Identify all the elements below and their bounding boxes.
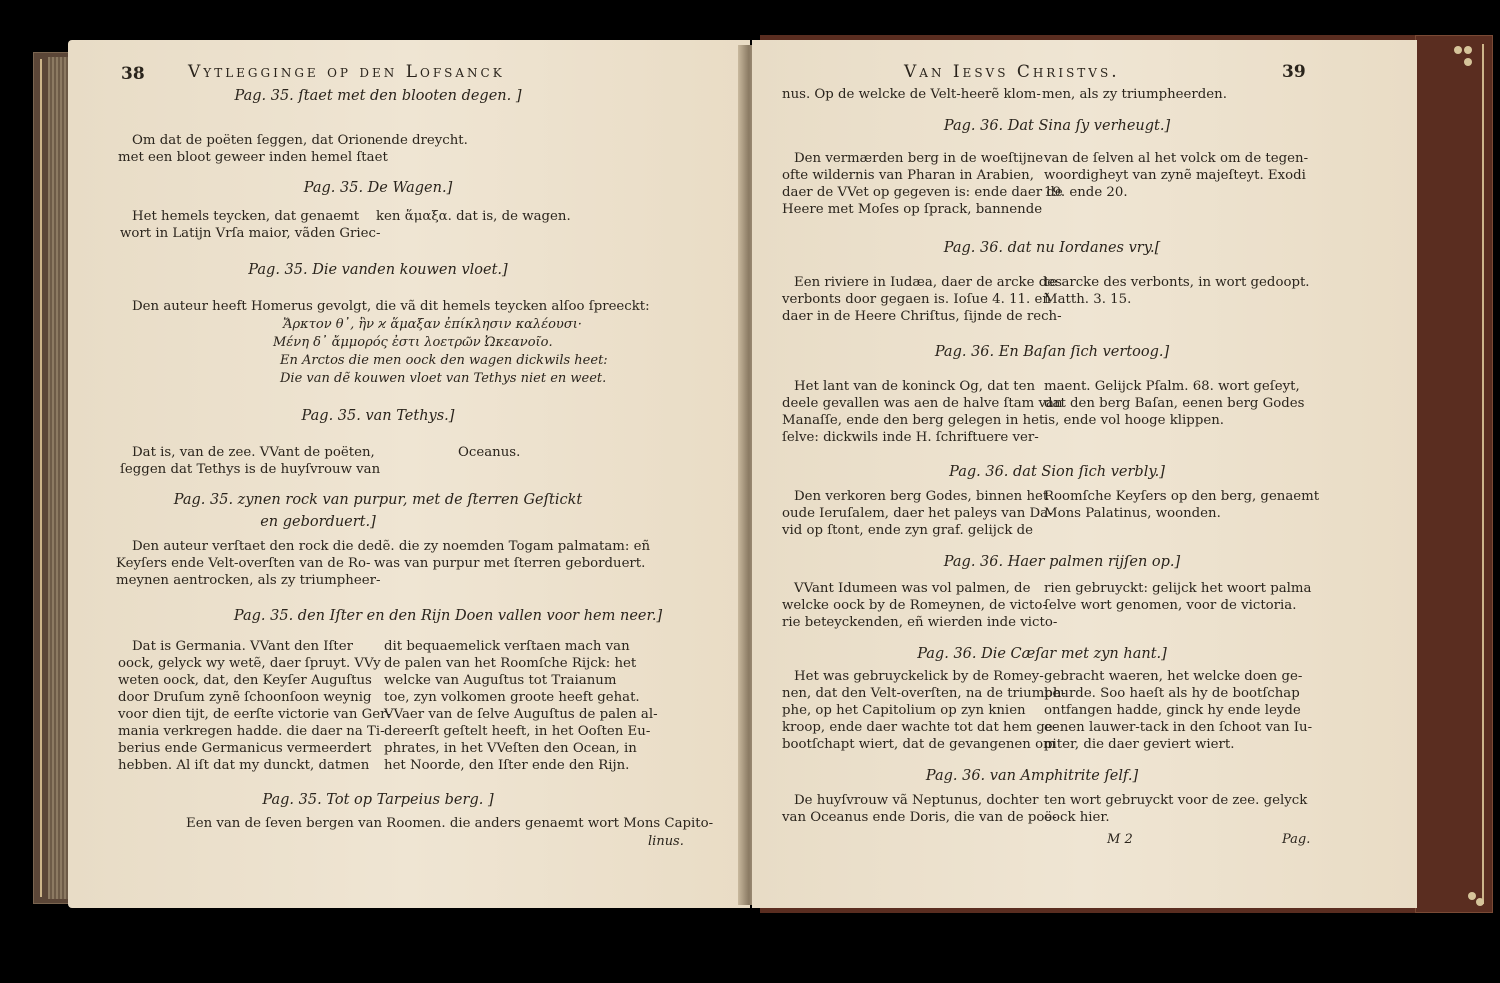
text-line: is, ende vol hooge klippen. — [1044, 413, 1224, 428]
text-line: Keyſers ende Velt-overſten van de Ro- — [116, 556, 371, 571]
text-column — [782, 792, 1057, 826]
text-line: Oceanus. — [458, 445, 521, 460]
text-line: dit bequaemelick verſtaen mach van — [384, 639, 630, 654]
section-heading: Pag. 35. Die vanden kouwen vloet.] — [248, 262, 508, 278]
text-column — [458, 444, 520, 461]
text-column — [374, 538, 650, 572]
signature-mark: M 2 — [1107, 832, 1133, 847]
text-line: Een van de ſeven bergen van Roomen. die anders genaemt wort Mons Capito- — [186, 816, 714, 831]
text-column — [1044, 274, 1310, 308]
text-column — [782, 274, 1062, 325]
text-line: VVant Idumeen was vol palmen, de — [794, 581, 1031, 596]
right-page — [752, 40, 1417, 908]
page-number: 38 — [121, 64, 145, 84]
text-line: van de ſelven al het volck om de tegen- — [1044, 151, 1309, 166]
text-line: ſelve: dickwils inde H. ſchriftuere ver- — [782, 430, 1039, 445]
text-line: welcke oock by de Romeynen, de victo- — [782, 598, 1047, 613]
text-line: wort in Latijn Vrſa maior, vãden Griec- — [120, 226, 381, 241]
text-line: daer de VVet op gegeven is: ende daer de — [782, 185, 1063, 200]
text-line: voor dien tijt, de eerſte victorie van Ger- — [118, 707, 391, 722]
text-line: ontfangen hadde, ginck hy ende leyde — [1044, 703, 1301, 718]
page-number: 39 — [1282, 62, 1306, 82]
text-column — [118, 132, 388, 166]
text-line: berius ende Germanicus vermeerdert — [118, 741, 372, 756]
corner-stud — [1454, 46, 1462, 54]
text-line: meynen aentrocken, als zy triumpheer- — [116, 573, 381, 588]
text-line: Den verkoren berg Godes, binnen het — [794, 489, 1049, 504]
text-line: met een bloot geweer inden hemel ſtaet — [118, 150, 388, 165]
text-line: oock hier. — [1044, 810, 1110, 825]
section-heading: Pag. 36. Haer palmen rijſen op.] — [943, 554, 1181, 570]
text-column — [376, 208, 571, 225]
running-head: Vytlegginge op den Lofsanck — [188, 62, 505, 82]
text-line: dat den berg Baſan, eenen berg Godes — [1044, 396, 1305, 411]
text-line: nus. Op de welcke de Velt-heerẽ klom- — [782, 87, 1041, 102]
text-line: ken ἅμαξα. dat is, de wagen. — [376, 209, 571, 224]
text-column — [782, 668, 1066, 753]
text-column — [1044, 150, 1308, 201]
text-column — [1044, 378, 1305, 429]
text-line: piter, die daer geviert wiert. — [1044, 737, 1235, 752]
dutch-verse: En Arctos die men oock den wagen dickwils heet: — [280, 353, 608, 368]
text-line: welcke van Auguſtus tot Traianum — [384, 673, 617, 688]
text-column — [782, 488, 1053, 539]
text-line: mania verkregen hadde. die daer na Ti- — [118, 724, 385, 739]
section-heading: Pag. 35. van Tethys.] — [301, 408, 455, 424]
text-line: Een riviere in Iudæa, daer de arcke des — [794, 275, 1062, 290]
left-cover-binding — [33, 52, 73, 904]
dutch-verse: Die van dẽ kouwen vloet van Tethys niet en weet. — [280, 371, 607, 386]
section-heading-continued: en geborduert.] — [260, 514, 376, 530]
text-line: toe, zyn volkomen groote heeft gehat. — [384, 690, 640, 705]
text-column — [782, 378, 1063, 446]
text-line: Het was gebruyckelick by de Romey- — [794, 669, 1044, 684]
text-column — [384, 638, 658, 774]
text-line: Heere met Moſes op ſprack, bannende — [782, 202, 1043, 217]
text-line: dereerſt geſtelt heeft, in het Ooſten Eu- — [384, 724, 651, 739]
text-line: Mons Palatinus, woonden. — [1044, 506, 1221, 521]
text-line: ſeggen dat Tethys is de huyſvrouw van — [120, 462, 381, 477]
text-line: Roomſche Keyſers op den berg, genaemt — [1044, 489, 1320, 504]
text-line: ofte wildernis van Pharan in Arabien, — [782, 168, 1034, 183]
text-line: ten wort gebruyckt voor de zee. gelyck — [1044, 793, 1308, 808]
text-column — [1044, 580, 1311, 614]
text-line: Den auteur verſtaet den rock die de — [132, 539, 375, 554]
section-heading: Pag. 36. Dat Sina ſy verheugt.] — [943, 118, 1171, 134]
text-line: rien gebruyckt: gelijck het woort palma — [1044, 581, 1312, 596]
text-line: weten oock, dat, den Keyſer Auguſtus — [118, 673, 372, 688]
corner-stud — [1464, 46, 1472, 54]
section-heading: Pag. 36. dat Sion ſich verbly.] — [949, 464, 1165, 480]
right-cover-binding — [1415, 35, 1493, 913]
text-line: vid op ſtont, ende zyn graf. gelijck de — [782, 523, 1034, 538]
text-line: eenen lauwer-tack in den ſchoot van Iu- — [1044, 720, 1313, 735]
corner-stud — [1476, 898, 1484, 906]
section-heading: Pag. 36. En Baſan ſich vertoog.] — [934, 344, 1170, 360]
text-line: linus. — [648, 834, 684, 849]
text-column — [1044, 488, 1319, 522]
text-line: bootſchapt wiert, dat de gevangenen om — [782, 737, 1056, 752]
text-line: Dat is, van de zee. VVant de poëten, — [132, 445, 375, 460]
text-line: men, als zy triumpheerden. — [1042, 87, 1227, 102]
text-line: dẽ. die zy noemden Togam palmatam: eñ — [374, 539, 651, 554]
text-line: verbonts door gegaen is. Ioſue 4. 11. eñ — [782, 292, 1051, 307]
text-line: Dat is Germania. VVant den Iſter — [132, 639, 354, 654]
text-column — [782, 150, 1063, 218]
text-column — [118, 638, 391, 774]
text-line: van Oceanus ende Doris, die van de poë- — [782, 810, 1057, 825]
text-line: Matth. 3. 15. — [1044, 292, 1132, 307]
running-head: Van Iesvs Christvs. — [904, 62, 1120, 82]
left-page — [68, 40, 750, 908]
text-line: phrates, in het VVeſten den Ocean, in — [384, 741, 637, 756]
text-column — [375, 132, 468, 149]
catchword: Pag. — [1282, 832, 1311, 847]
text-line: phe, op het Capitolium op zyn knien — [782, 703, 1026, 718]
text-line: de palen van het Roomſche Rijck: het — [384, 656, 637, 671]
greek-verse: Ἄρκτον θ᾽, ἣν ϰ ἅμαξαν ἐπίκλησιν καλέουσι· — [283, 317, 582, 332]
text-line: daer in de Heere Chriſtus, ſijnde de rech- — [782, 309, 1062, 324]
text-line: Den auteur heeft Homerus gevolgt, die vã dit hemels teycken alſoo ſpreeckt: — [132, 299, 650, 314]
text-line: Den vermærden berg in de woeſtijne — [794, 151, 1044, 166]
text-line: Om dat de poëten ſeggen, dat Orion — [132, 133, 376, 148]
section-heading: Pag. 35. zynen rock van purpur, met de ſterren Geſtickt — [173, 492, 583, 508]
text-line: het Noorde, den Iſter ende den Rijn. — [384, 758, 630, 773]
text-line: was van purpur met ſterren geborduert. — [374, 556, 646, 571]
text-column — [782, 580, 1057, 631]
text-line: oock, gelyck wy wetẽ, daer ſpruyt. VVy — [118, 656, 381, 671]
text-line: Het hemels teycken, dat genaemt — [132, 209, 360, 224]
text-line: 19. ende 20. — [1044, 185, 1128, 200]
text-line: gebracht waeren, het welcke doen ge- — [1044, 669, 1303, 684]
text-line: woordigheyt van zynẽ majeſteyt. Exodi — [1044, 168, 1306, 183]
corner-stud — [1468, 892, 1476, 900]
text-line: ende dreycht. — [375, 133, 468, 148]
text-line: De huyſvrouw vã Neptunus, dochter — [794, 793, 1039, 808]
section-heading: Pag. 35. den Iſter en den Rijn Doen vallen voor hem neer.] — [233, 608, 663, 624]
corner-stud — [1464, 58, 1472, 66]
text-line: Manaſſe, ende den berg gelegen in het — [782, 413, 1045, 428]
text-line: hebben. Al iſt dat my dunckt, datmen — [118, 758, 370, 773]
section-heading: Pag. 35. Tot op Tarpeius berg. ] — [262, 792, 494, 808]
text-line: oude Ieruſalem, daer het paleys van Da- — [782, 506, 1053, 521]
section-heading: Pag. 36. van Amphitrite ſelf.] — [925, 768, 1139, 784]
text-line: nen, dat den Velt-overſten, na de triumph- — [782, 686, 1066, 701]
text-column — [1044, 668, 1312, 753]
text-line: maent. Gelijck Pſalm. 68. wort geſeyt, — [1044, 379, 1300, 394]
text-column — [116, 538, 381, 589]
text-line: kroop, ende daer wachte tot dat hem ge- — [782, 720, 1058, 735]
section-heading: Pag. 35. De Wagen.] — [303, 180, 453, 196]
text-line: ſelve wort genomen, voor de victoria. — [1044, 598, 1297, 613]
text-line: Het lant van de koninck Og, dat ten — [794, 379, 1036, 394]
text-column — [120, 208, 381, 242]
section-heading: Pag. 35. ſtaet met den blooten degen. ] — [234, 88, 522, 104]
text-line: beurde. Soo haeſt als hy de bootſchap — [1044, 686, 1300, 701]
text-line: door Druſum zynẽ ſchoonſoon weynig — [118, 690, 372, 705]
section-heading: Pag. 36. dat nu Iordanes vry.[ — [943, 240, 1161, 256]
text-line: deele gevallen was aen de halve ſtam van — [782, 396, 1063, 411]
text-column — [120, 444, 420, 478]
text-line: VVaer van de ſelve Auguſtus de palen al- — [384, 707, 658, 722]
text-line: rie beteyckenden, eñ wierden inde victo- — [782, 615, 1058, 630]
text-line: te arcke des verbonts, in wort gedoopt. — [1044, 275, 1310, 290]
section-heading: Pag. 36. Die Cæſar met zyn hant.] — [917, 646, 1167, 662]
text-column — [1044, 792, 1307, 826]
greek-verse: Μένη δ᾽ ἄμμορός ἐστι λοετρῶν Ὠκεανοῖο. — [273, 335, 553, 350]
